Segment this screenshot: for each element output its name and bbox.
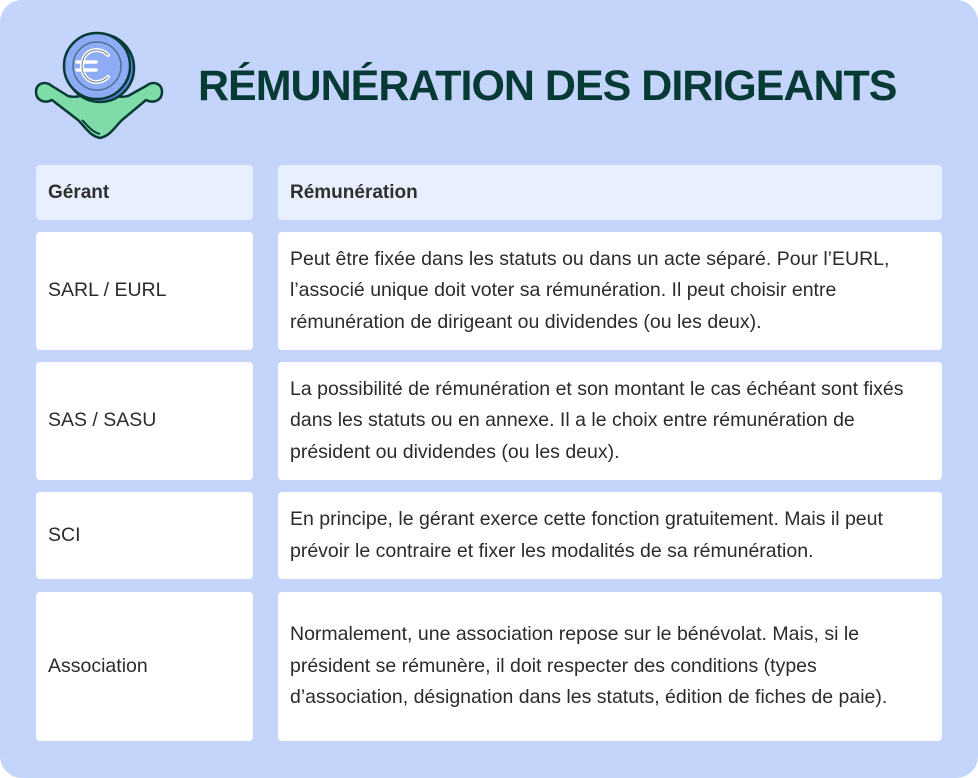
table-row-gerant-cell [36, 592, 253, 741]
column-header-remuneration [278, 165, 942, 220]
gerant-label: SAS / SASU [48, 409, 157, 432]
table-row-gerant-cell [36, 362, 253, 480]
table-row-remuneration-cell [278, 362, 942, 480]
remuneration-text: Peut être fixée dans les statuts ou dans un acte séparé. Pour l’EURL, l’associé unique doit voter sa rémunération. Il peut choisir entre rémunération de dirigeant ou dividendes (ou les deux). [290, 247, 890, 333]
remuneration-text: La possibilité de rémunération et son montant le cas échéant sont fixés dans les statuts ou en annexe. Il a le choix entre rémunération de président ou dividendes (ou les deux). [290, 377, 904, 463]
column-header-label: Gérant [48, 181, 110, 203]
gerant-label: SARL / EURL [48, 279, 167, 302]
table-row-gerant-cell [36, 492, 253, 579]
remuneration-text: En principe, le gérant exerce cette fonction gratuitement. Mais il peut prévoir le contraire et fixer les modalités de sa rémunération. [290, 508, 883, 562]
gerant-label: Association [48, 654, 148, 677]
column-header-gerant [36, 165, 253, 220]
table-row-gerant-cell [36, 232, 253, 350]
column-header-label: Rémunération [290, 181, 418, 203]
remuneration-text: Normalement, une association repose sur le bénévolat. Mais, si le président se rémunère, il doit respecter des conditions (types d’association, désignation dans les statuts, édition de fiches de paie). [290, 623, 888, 709]
table-row-remuneration-cell [278, 592, 942, 741]
table-row-remuneration-cell [278, 232, 942, 350]
euro-coin-in-hands-icon [30, 28, 166, 146]
gerant-label: SCI [48, 523, 81, 546]
page-title: RÉMUNÉRATION DES DIRIGEANTS [198, 62, 897, 110]
table-row-remuneration-cell [278, 492, 942, 579]
